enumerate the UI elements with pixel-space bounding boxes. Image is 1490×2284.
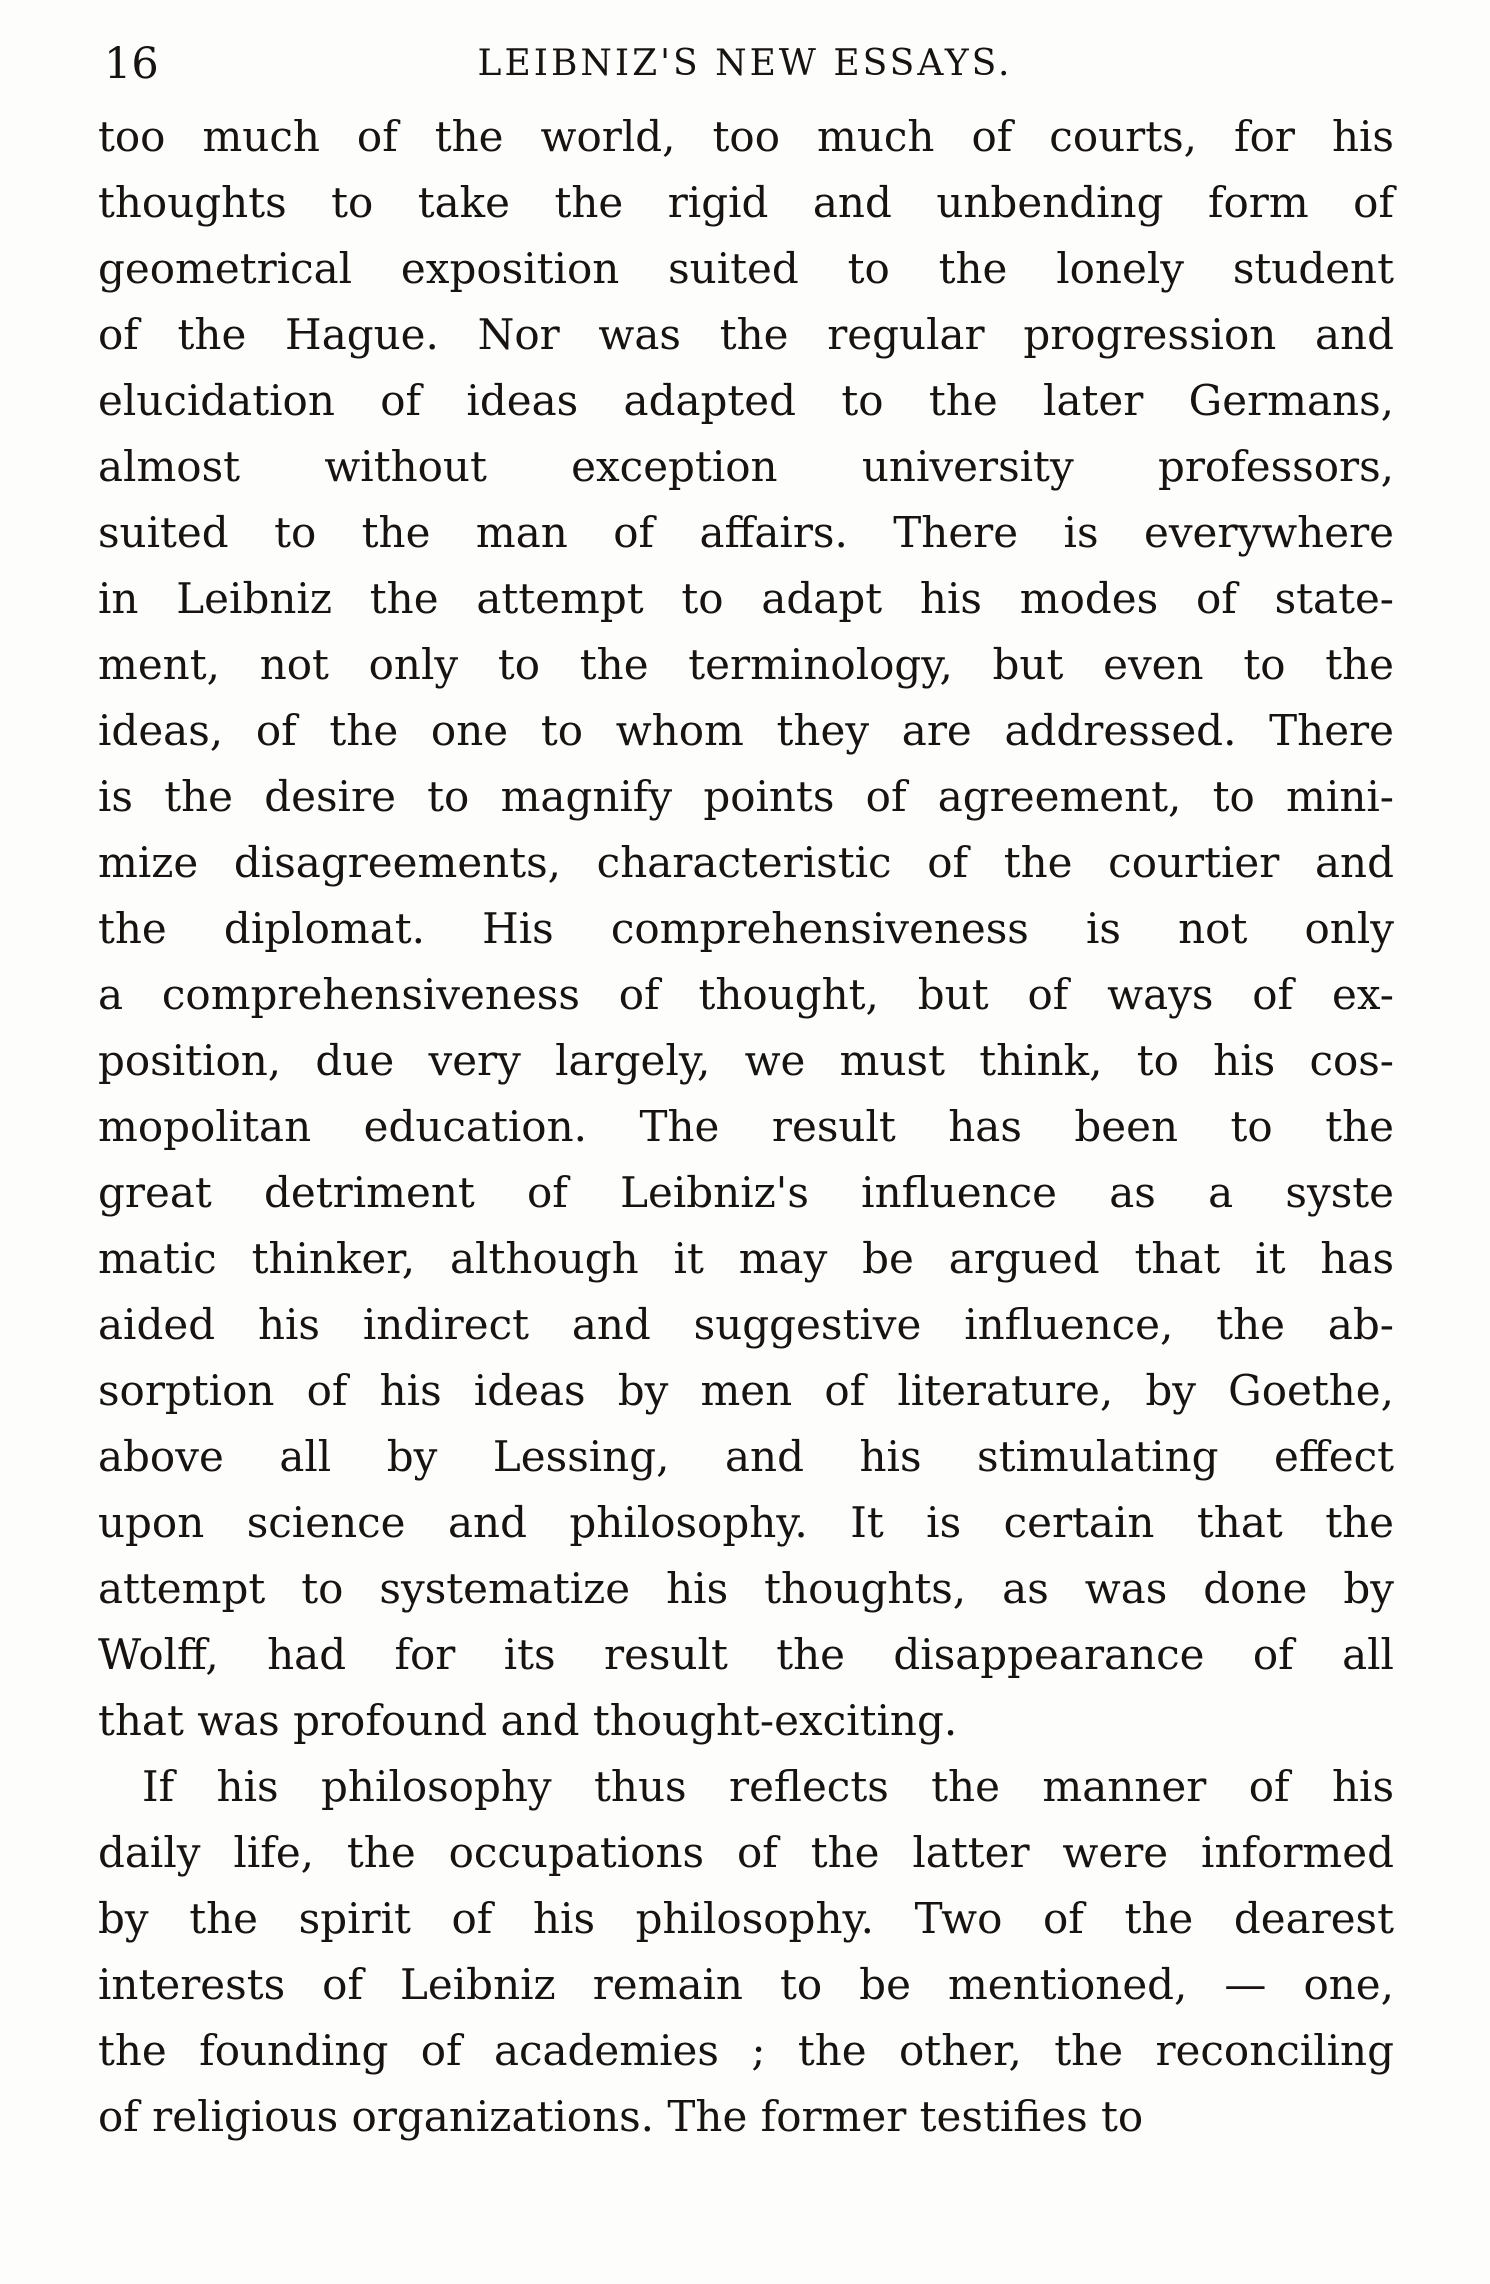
text-line: above all by Lessing, and his stimulating effect xyxy=(98,1432,1394,1481)
text-line: geometrical exposition suited to the lonely student xyxy=(98,244,1394,293)
text-line: almost without exception university professors, xyxy=(98,442,1394,491)
text-line: too much of the world, too much of courts, for his xyxy=(98,112,1394,161)
text-line: ideas, of the one to whom they are addressed. There xyxy=(98,706,1394,755)
text-line: in Leibniz the attempt to adapt his modes of state- xyxy=(98,574,1394,623)
paragraph xyxy=(98,104,1394,1754)
paragraph xyxy=(98,1754,1394,2150)
text-line: interests of Leibniz remain to be mentioned, — one, xyxy=(98,1960,1394,2009)
running-title: LEIBNIZ'S NEW ESSAYS. xyxy=(477,43,1013,84)
text-line: Wolff, had for its result the disappearance of all xyxy=(98,1630,1394,1679)
text-line: mize disagreements, characteristic of the courtier and xyxy=(98,838,1394,887)
text-line: the diplomat. His comprehensiveness is not only xyxy=(98,904,1394,953)
text-line: thoughts to take the rigid and unbending form of xyxy=(98,178,1394,227)
text-line: great detriment of Leibniz's influence as a syste xyxy=(98,1168,1394,1217)
running-header xyxy=(98,38,1392,94)
text-block xyxy=(98,104,1394,2150)
text-line: a comprehensiveness of thought, but of ways of ex- xyxy=(98,970,1394,1019)
text-line: sorption of his ideas by men of literature, by Goethe, xyxy=(98,1366,1394,1415)
text-line: by the spirit of his philosophy. Two of the dearest xyxy=(98,1894,1394,1943)
text-line: daily life, the occupations of the latter were informed xyxy=(98,1828,1394,1877)
page-number: 16 xyxy=(104,39,159,89)
text-line: attempt to systematize his thoughts, as was done by xyxy=(98,1564,1394,1613)
text-line: position, due very largely, we must think, to his cos- xyxy=(98,1036,1394,1085)
text-line: the founding of academies ; the other, the reconciling xyxy=(98,2026,1394,2075)
text-line: upon science and philosophy. It is certain that the xyxy=(98,1498,1394,1547)
text-line: of the Hague. Nor was the regular progression and xyxy=(98,310,1394,359)
text-line: ment, not only to the terminology, but even to the xyxy=(98,640,1394,689)
text-line: that was profound and thought-exciting. xyxy=(98,1696,958,1745)
text-line: matic thinker, although it may be argued that it has xyxy=(98,1234,1394,1283)
text-line: mopolitan education. The result has been to the xyxy=(98,1102,1394,1151)
text-line: suited to the man of affairs. There is everywhere xyxy=(98,508,1394,557)
text-line: of religious organizations. The former testifies to xyxy=(98,2092,1144,2141)
text-line: If his philosophy thus reflects the manner of his xyxy=(142,1762,1394,1811)
text-line: elucidation of ideas adapted to the later Germans, xyxy=(98,376,1394,425)
text-line: is the desire to magnify points of agreement, to mini- xyxy=(98,772,1394,821)
text-line: aided his indirect and suggestive influence, the ab- xyxy=(98,1300,1394,1349)
